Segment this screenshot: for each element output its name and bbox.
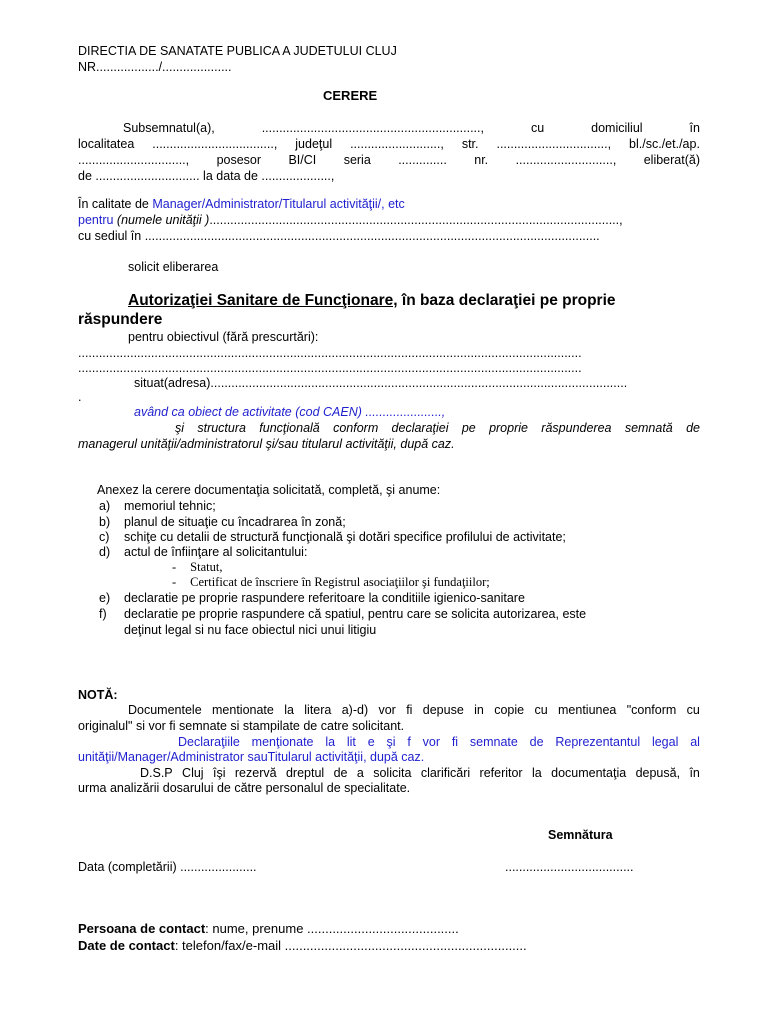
address-line: situat(adresa)........................................................................................................................ bbox=[134, 376, 628, 390]
annex-sub-item: - Certificat de înscriere în Registrul asociaţiilor şi fundaţiilor; bbox=[172, 575, 490, 589]
note-paragraph-1: Documentele mentionate la litera a)-d) vor fi depuse in copie cu mentiunea "conform cu bbox=[128, 703, 700, 717]
structure-line-1: şi structura funcţională conform declaraţiei pe proprie răspunderea semnată de bbox=[175, 421, 700, 435]
annex-item-d: d) bbox=[99, 545, 111, 559]
annex-item-e-text: declaratie pe proprie raspundere referitoare la conditiile igienico-sanitare bbox=[124, 591, 525, 605]
seat-line: cu sediul în ................................................................................................................................... bbox=[78, 229, 600, 243]
signature-label: Semnătura bbox=[548, 828, 613, 842]
registration-number: NR................../.................... bbox=[78, 60, 232, 74]
note-paragraph-3-cont: urma analizării dosarului de către personalul de specialitate. bbox=[78, 781, 411, 795]
note-label: NOTĂ: bbox=[78, 688, 118, 702]
annex-item-f-text-cont: deţinut legal si nu face obiectul nici unui litigiu bbox=[124, 623, 377, 637]
applicant-line-2: localitatea ..................................., judeţul .........................., str. ................................, bl./sc./et./ap. bbox=[78, 137, 700, 151]
objective-label: pentru obiectivul (fără prescurtări): bbox=[128, 330, 319, 344]
capacity-roles: Manager/Administrator/Titularul activităţii/, etc bbox=[152, 197, 405, 211]
institution-name: DIRECTIA DE SANATATE PUBLICA A JUDETULUI CLUJ bbox=[78, 44, 397, 58]
authorization-title: Autorizaţiei Sanitare de Funcţionare, în baza declaraţiei pe proprie bbox=[128, 292, 616, 309]
annex-item-f-text: declaratie pe proprie raspundere că spatiul, pentru care se solicita autorizarea, este bbox=[124, 607, 587, 621]
note-paragraph-3: D.S.P Cluj îşi rezervă dreptul de a solicita clarificări referitor la documentaţia depusă, în bbox=[140, 766, 700, 780]
structure-line-2: managerul unităţii/administratorul şi/sau titularul activităţii, după caz. bbox=[78, 437, 455, 451]
annex-item-b-text: planul de situaţie cu încadrarea în zonă; bbox=[124, 515, 346, 529]
annex-item-b: b) bbox=[99, 515, 111, 529]
applicant-line-1: Subsemnatul(a), ..............................................................., cu domiciliul în bbox=[123, 121, 700, 135]
annex-item-c: c) bbox=[99, 530, 110, 544]
signature-field: ..................................... bbox=[505, 860, 634, 874]
annex-item-a: a) bbox=[99, 499, 111, 513]
annex-intro: Anexez la cerere documentaţia solicitată, completă, şi anume: bbox=[97, 483, 441, 497]
applicant-line-4: de .............................. la data de ...................., bbox=[78, 169, 335, 183]
capacity-line: În calitate de Manager/Administrator/Titularul activităţii/, etc bbox=[78, 197, 405, 211]
annex-item-d-text: actul de înfiinţare al solicitantului: bbox=[124, 545, 308, 559]
caen-line: având ca obiect de activitate (cod CAEN) ......................, bbox=[134, 405, 446, 419]
solicit-text: solicit eliberarea bbox=[128, 260, 219, 274]
contact-details: Date de contact: telefon/fax/e-mail ................................................................... bbox=[78, 938, 527, 953]
objective-dots-1: ................................................................................................................................................. bbox=[78, 346, 582, 360]
date-field: Data (completării) ...................... bbox=[78, 860, 257, 874]
annex-item-f: f) bbox=[99, 607, 107, 621]
annex-sub-item: - Statut, bbox=[172, 560, 223, 574]
applicant-line-3: ..............................., posesor BI/CI seria .............. nr. ............................, eliberat(ă) bbox=[78, 153, 700, 167]
note-paragraph-2-cont: unităţii/Manager/Administrator sauTitularul activităţii, după caz. bbox=[78, 750, 425, 764]
annex-item-a-text: memoriul tehnic; bbox=[124, 499, 216, 513]
contact-person: Persoana de contact: nume, prenume .......................................... bbox=[78, 921, 459, 936]
objective-dots-2: ................................................................................................................................................. bbox=[78, 361, 582, 375]
document-title: CERERE bbox=[323, 88, 378, 103]
note-paragraph-2: Declaraţiile menţionate la lit e şi f vor fi semnate de Reprezentantul legal al bbox=[178, 735, 700, 749]
note-paragraph-1-cont: originalul" si vor fi semnate si stampilate de catre solicitant. bbox=[78, 719, 405, 733]
address-dot: . bbox=[78, 390, 82, 404]
annex-item-e: e) bbox=[99, 591, 111, 605]
unit-hint: (numele unităţii ) bbox=[116, 213, 210, 227]
unit-line: pentru (numele unităţii )......................................................................................................................, bbox=[78, 213, 623, 227]
annex-item-c-text: schiţe cu detalii de structură funcţională şi dotări specifice profilului de activitate; bbox=[124, 530, 566, 544]
authorization-title-cont: răspundere bbox=[78, 311, 163, 328]
